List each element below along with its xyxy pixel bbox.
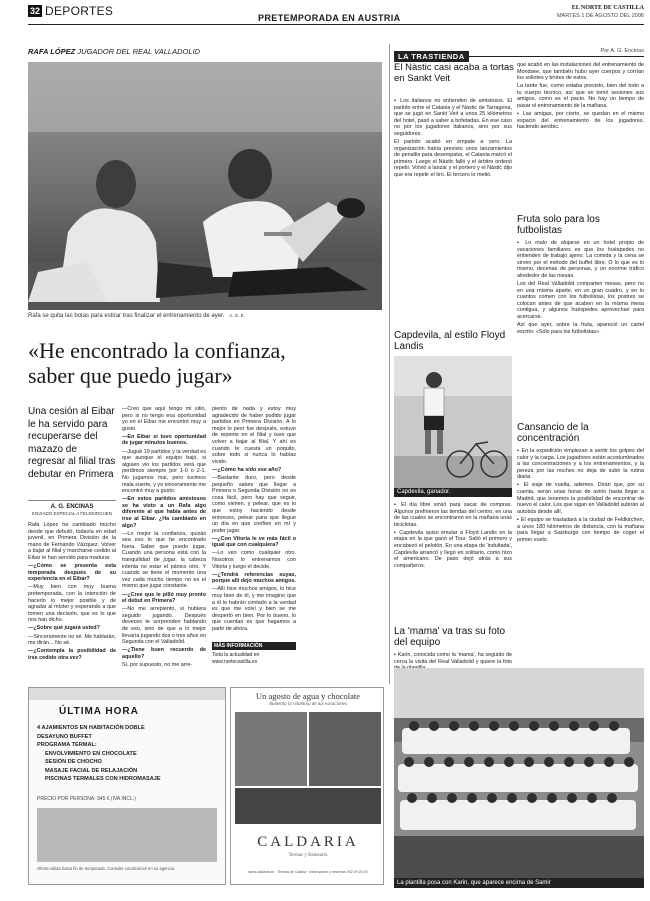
cyclist-photo: [394, 356, 512, 488]
headline-line-2: saber que puedo jugar»: [28, 363, 233, 388]
header-rule: [28, 24, 644, 25]
ad1-line: PISCINAS TERMALES CON HIDROMASAJE: [45, 776, 161, 782]
ad1-line: 4 AJAMIENTOS EN HABITACIÓN DOBLE: [37, 725, 145, 731]
byline-name: RAFA LÓPEZ: [28, 47, 76, 56]
ad1-photo-strip: [29, 688, 225, 700]
photo-caption: [28, 313, 382, 319]
sidebar-story4-body: [394, 502, 512, 622]
col2-answer: —Lo mejor la confianza, quizás sea eso lo que he encontrado fuera. Saber que puedo jugar. Cuando una persona está con la tranquilidad de jugar, la cabeza intenta no estar el pánico otro. Y cuando se tiene el momento una vez cada mucho tiempo no es el mismo que jugar constante.: [122, 530, 206, 590]
col2-question: —En Eibar sí tuvo oportunidad de jugar minutos buenos.: [122, 433, 206, 447]
page-number: 32: [29, 6, 40, 16]
masthead: EL NORTE DE CASTILLA: [571, 5, 644, 11]
col2-question: —¿Tiene buen recuerdo de aquello?: [122, 647, 206, 660]
team-photo-caption: La plantilla posa con Karin, que aparece encima de Samir: [394, 878, 644, 888]
column-divider: [389, 44, 390, 684]
team-photo: [394, 668, 644, 878]
col2-answer: —No me arrepiento, si hubiera seguido jugando. Después deveces te sorprenden hablando de eso, sino de que a lo mejor llevaría jugando dos o tres años en Segunda con el Valladolid.: [122, 606, 206, 646]
col3-question: —¿Con Vitoria le ve más fácil o igual que con cualquiera?: [212, 535, 296, 549]
article-column-3: [212, 406, 296, 638]
ad1-price: PRECIO POR PERSONA: 345 € (IVA INCL.): [37, 796, 136, 802]
ad2-footer: www.caldaria.es · Termas de Galicia · Información y reservas 902 49 20 00: [248, 870, 368, 874]
col2-question: —En estos partidos amistosos se ha visto a un Rafa algo diferente al que había antes de irse al Eibar. ¿Ha cambiado en algo?: [122, 496, 206, 529]
ad1-line: MASAJE FACIAL DE RELAJACIÓN: [45, 767, 138, 774]
ad1-line: SESIÓN DE CHOCHO: [45, 759, 102, 765]
ad1-line: DESAYUNO BUFFET: [37, 733, 92, 740]
col1-paragraph: Rafa López ha cambiado mucho desde que debutó, todavía en edad juvenil, en Primera División de la mano de Fernando Vázquez. Volver a bajar al filial y marcharse cedido al Eibar le han servido para madurar.: [28, 522, 116, 561]
ad2-brand-sub: Termas y Balneario: [288, 853, 328, 858]
sidebar-paragraph: El partido acabó en empate a cero. La organización había previsto unos lanzamientos de penaltis para desempatar, el Catania marcó el primero. Luego el Nàstic falló y el árbitro ordenó repetir. Volvió a lanzar y el portero y el Nàstic dijo que era repetir el tiro. El tercero lo metió.: [394, 139, 512, 179]
ad-caldaria[interactable]: [230, 687, 384, 885]
main-photo: [28, 62, 382, 310]
sidebar-paragraph: ▪ El viaje de vuelta, ademes. Dirán que, por su cuenta, serán unas horas de avión hasta llegar a Madrid, que tenemos la posibilidad de encontrar de nuevo el calor. Los que sigan en Valladolid subirán al autobús desde allí.: [517, 482, 644, 515]
headline-line-1: «He encontrado la confianza,: [28, 338, 286, 363]
page-date: MARTES 1 DE AGOSTO DEL 2006: [556, 13, 644, 19]
ad1-offer-list: [37, 724, 217, 784]
ad2-photo-left: [235, 712, 307, 786]
sidebar-story5-headline: La 'mama' va tras su foto del equipo: [394, 626, 506, 648]
col1-question: —¿Sobre qué jugará usted?: [28, 625, 100, 632]
ad2-title: Un agosto de agua y chocolate: [255, 691, 361, 701]
page-kicker: PRETEMPORADA EN AUSTRIA: [258, 13, 401, 23]
sidebar-story3-body: [517, 448, 644, 648]
sidebar-paragraph: ▪ El equipo se trasladará a la ciudad de Feldkirchen, a unos 180 kilómetros de distancia, con la mañana para llegar a Salzburgo con tiempo de coger el primer vuelo.: [517, 516, 644, 543]
photo-credit: A. G. E.: [229, 313, 245, 318]
team-group-image: [394, 668, 644, 878]
sidebar-story1-col1: [394, 98, 512, 326]
sidebar-story2-body: [517, 240, 644, 414]
col3-answer: piento de nada y estoy muy agradecido de haber podido jugar partidos en Primera División. A lo mejor lo peor fue después, estuve de repente en el filial y tuve que volver a bajar al filial. Y ahí es cuando te cuesta un poquito, sobre todo si nunca lo habías vivido.: [212, 406, 296, 465]
capdevila-bike-image: [394, 356, 512, 488]
more-info-label: MÁS INFORMACIÓN: [212, 642, 296, 650]
ad2-photo-bottom: [235, 788, 381, 824]
sidebar-author: Por A. G. Encinas: [600, 48, 644, 54]
page-header: [28, 4, 644, 24]
main-headline: [28, 338, 382, 388]
col1-answer: —Muy bien con muy buena pretemporada, con la intención de hacerlo lo mejor posible y de agradar al míster y esperando a que tomen una decisión, que es lo que nos han dicho.: [28, 584, 116, 624]
sidebar-paragraph: que acabó en las instalaciones del entrenamiento de Mondsee, que también hubo ayer cuerpos y corrían los sollotes y brotes de estos.: [517, 62, 644, 82]
article-author: A. G. ENCINAS: [50, 504, 94, 510]
col2-answer: Sí, por supuesto, no me arre-: [122, 661, 193, 668]
article-column-2: [122, 406, 206, 678]
cyclist-caption: Capdevila, ganador.: [394, 488, 512, 497]
sidebar-story3-headline: Cansancio de la concentración: [517, 422, 589, 444]
ad2-brand: CALDARIA: [257, 834, 359, 850]
sidebar-tag-label: LA TRASTIENDA: [394, 51, 469, 62]
col1-question: —¿Cómo se presenta esta temporada después de su experiencia en el Eibar?: [28, 563, 116, 583]
sidebar-paragraph: ▪ Lo malo de alojarse en un hotel propio de vacaciones familiares es que los huéspedes no entienden de trabajo ajeno. La comida y la cena se sirven por el método del buffet libre. O lo que es lo mismo, decenas de personas, y un enorme tráfico alrededor de las mesas.: [517, 240, 644, 279]
sidebar-story2-headline: Fruta solo para los futbolistas: [517, 214, 600, 236]
more-info-box: [212, 642, 296, 665]
sidebar-paragraph: ▪ Los italianos no entienden de amistosos. El partido entre el Catania y el Nàstic de Tarragona, que se jugó en Sankt Veit a unos 25 kilómetros del hotel, pasó a saber a bofetadas. En ese caso no por los jugadores italianos, sino por sus seguidores.: [394, 98, 512, 137]
main-byline: [28, 47, 388, 56]
col3-answer: —Allí hice muchos amigos, lo hice muy bien de él, y me imagino que a él le habrán contado a la verdad es que me volví y bien se me despertó en bien. Por lo bueno, lo que cuentan es que hagamos a partir de ahora.: [212, 586, 296, 632]
sidebar-paragraph: Los del Real Valladolid comparten mesas, pero no en una misma aparte, en un gran cuadro, y en lo cuantos comen con los futbolistas, los postres se colocan antes de que acaben en la misma mesa contigua, y algunos huéspedes aprovechan para acercarse.: [517, 281, 644, 321]
ad2-photo-right: [309, 712, 381, 786]
sidebar-story1-col2: [517, 62, 644, 206]
ad1-photo: [37, 808, 217, 862]
more-info-link[interactable]: Toda la actualidad en www.nortecastilla.es: [212, 652, 260, 665]
article-subhead: Una cesión al Eibar le ha servido para recuperarse del mazazo de regresar al filial tras debutar en Primera: [28, 406, 116, 480]
ad1-title: ÚLTIMA HORA: [59, 706, 139, 717]
section-name: DEPORTES: [45, 4, 114, 18]
ad1-note: Oferta válida hasta fin de temporada. Consulte condiciones en su agencia.: [37, 866, 176, 871]
col2-answer: —Creo que aquí tengo mi sitio, pero si no tengo esa oportunidad yo en el Eibar me encontré muy a gusto.: [122, 406, 206, 432]
sidebar-story1-headline: El Nàstic casi acaba a tortas en Sankt Veit: [394, 62, 514, 84]
sidebar-paragraph: Así que ayer, sobre la fruta, apareció un cartel escrito: «Sólo para los futbolistas».: [517, 322, 644, 335]
col3-question: —¿Tendrá referencias suyas, porque allí dejo muchos amigos.: [212, 571, 296, 585]
subhead-rule: [28, 500, 116, 501]
ad-hotel-offer[interactable]: [28, 687, 226, 885]
sidebar-paragraph: La tarde fue, como estaba previsto, bien del todo a tu cuerpo técnico, así que se tomó sesiones sus amigos, como es el pacto. No hay un tiempo de pasar el entrenamiento de la mañana.: [517, 83, 644, 110]
players-stretching-image: [28, 62, 382, 310]
sidebar-paragraph: ▪ Karin, conocida como la 'mama', ha seguido de cerca la visita del Real Valladolid y quiere la foto: [394, 652, 512, 665]
ad1-line: PROGRAMA TERMAL:: [37, 742, 97, 748]
col2-answer: —Jugué 19 partidos y la verdad es que aunque el equipo bajó, si alguien vio los partidos verá que perdimos siempre por 1-0 o 2-1. No jugamos mal, pero tuvimos mala suerte, y yo sinceramente me encontré muy a gusto.: [122, 448, 206, 495]
col3-answer: —Lo veo como cualquier otro. Nosotros lo entrenamos con Vitoria y luego el decide.: [212, 550, 296, 570]
col1-answer: —Sinceramente no sé. Me hablarán, me dirán... No sé.: [28, 633, 116, 647]
col3-answer: —Bastante duro, pero desde pequeño sabes que llegar a Primera o Segunda División no es cosa fácil, pero hay que seguir, como vienen, y pelear, que es lo que estoy haciendo desde entonces, pelear para que llegue un día en que confíen en mí y poder jugar.: [212, 474, 296, 534]
sidebar-story5-body: [394, 652, 512, 666]
sidebar-paragraph: ▪ Las amigas, por cierto, se quedan en el mismo espacio del entrenamiento de los jugadores, haciendo aeróbic.: [517, 111, 644, 131]
byline-role: JUGADOR DEL REAL VALLADOLID: [77, 47, 201, 56]
col2-question: —¿Cree que le pilló muy pronto el debut en Primera?: [122, 591, 206, 605]
photo-caption-text: Rafa se quita las botas para estirar tras finalizar el entrenamiento de ayer.: [28, 313, 225, 319]
sidebar-paragraph: ▪ En la expedición empiezan a sentir los golpes del calor y la carga. Los jugadores están acostumbrados a las concentraciones y a los entrenamientos, y la pereza por las noches no deja de subir la rutina diaria.: [517, 448, 644, 481]
article-column-1: [28, 522, 116, 680]
sidebar-story4-headline: Capdevila, al estilo Floyd Landis: [394, 330, 506, 352]
article-author-role: ENVIADO ESPECIAL A FELDKIRCHEN: [31, 511, 113, 516]
sidebar-paragraph: ▪ Capdevila quiso emular a Floyd Landis en la etapa en la que ganó el Tour. Salió el primero y encabezó el pelotón. En una etapa de 'indultada', Capdevila arrancó y llegó en solitario, como hizo el americano. De paso dejó atrás a sus compañeros.: [394, 529, 512, 569]
sidebar-paragraph: ▪ El día libre sirvió para sacar de compras. Algunos prefirieron las tiendas del centro, en una de las cuales se encontraron en la mañana unas bicicletas.: [394, 502, 512, 528]
col1-question: —¿Contempla la posibilidad de irse cedido otra vez?: [28, 648, 116, 661]
col3-question: —¿Cómo ha sido ese año?: [212, 466, 282, 473]
sidebar-tag: [394, 46, 644, 61]
ad1-line: ENVOLVIMIENTO EN CHOCOLATE: [45, 750, 137, 757]
ad2-subtitle: Aumenta la vitamina de tus vacaciones: [268, 702, 348, 707]
